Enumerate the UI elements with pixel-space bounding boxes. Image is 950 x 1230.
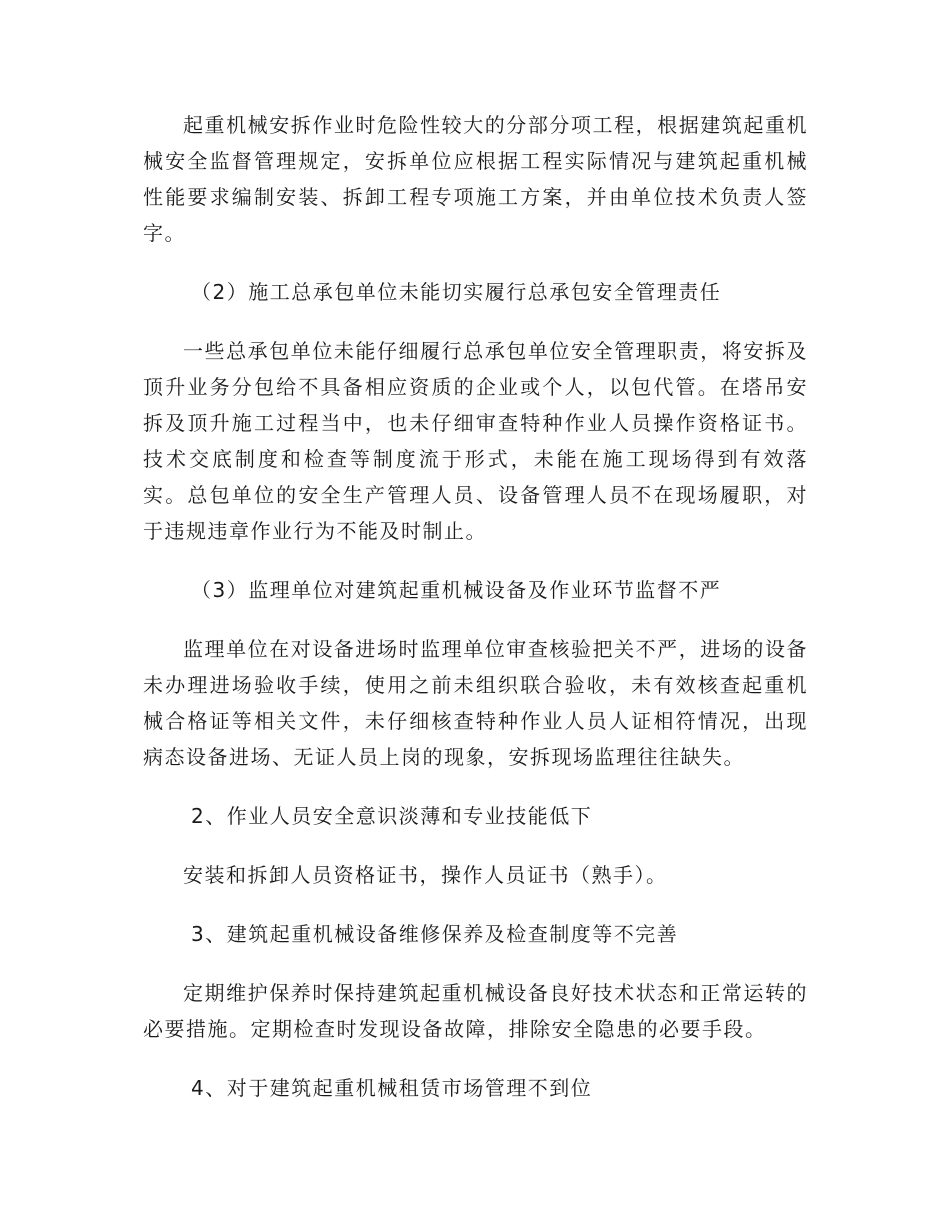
heading-rental-market: 4、对于建筑起重机械租赁市场管理不到位 [191,1076,593,1100]
paragraph-maintenance: 定期维护保养时保持建筑起重机械设备良好技术状态和正常运转的必要措施。定期检查时发现设备故障，排除安全隐患的必要手段。 [143,981,808,1041]
paragraph-supervision: 监理单位在对设备进场时监理单位审查核验把关不严，进场的设备未办理进场验收手续，使用之前未组织联合验收，未有效核查起重机械合格证等相关文件，未仔细核查特种作业人员人证相符情况，出现病态设备进场、无证人员上岗的现象，安拆现场监理往往缺失。 [143,637,808,769]
document-body [143,107,808,1106]
heading-supervision: （3）监理单位对建筑起重机械设备及作业环节监督不严 [191,578,722,602]
heading-worker-awareness: 2、作业人员安全意识淡薄和专业技能低下 [191,804,593,828]
paragraph-certificates: 安装和拆卸人员资格证书，操作人员证书（熟手）。 [183,863,668,887]
paragraph-special-scheme: 起重机械安拆作业时危险性较大的分部分项工程，根据建筑起重机械安全监督管理规定，安拆单位应根据工程实际情况与建筑起重机械性能要求编制安装、拆卸工程专项施工方案，并由单位技术负责人签字。 [143,113,808,245]
heading-maintenance: 3、建筑起重机械设备维修保养及检查制度等不完善 [191,922,679,946]
heading-contractor-responsibility: （2）施工总承包单位未能切实履行总承包安全管理责任 [191,280,722,304]
paragraph-contractor-duties: 一些总承包单位未能仔细履行总承包单位安全管理职责，将安拆及顶升业务分包给不具备相应资质的企业或个人，以包代管。在塔吊安拆及顶升施工过程当中，也未仔细审查特种作业人员操作资格证书。技术交底制度和检查等制度流于形式，未能在施工现场得到有效落实。总包单位的安全生产管理人员、设备管理人员不在现场履职，对于违规违章作业行为不能及时制止。 [143,339,808,543]
